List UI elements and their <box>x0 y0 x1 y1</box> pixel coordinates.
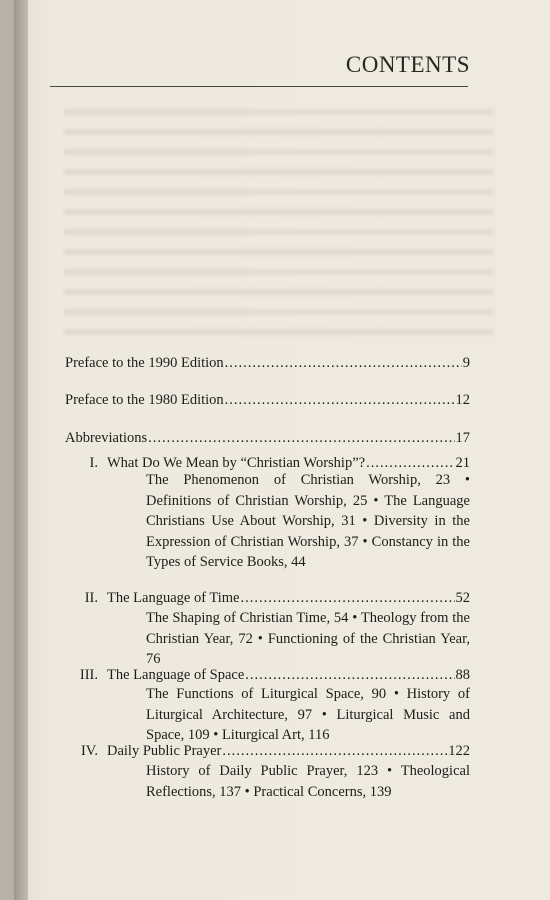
toc-entry-preface-1980 <box>65 390 470 410</box>
chapter-2-subsections: The Shaping of Christian Time, 54 • Theology from the Christian Year, 72 • Functioning of the Christian Year, 76 <box>146 610 470 667</box>
toc-chapter-3 <box>60 665 470 685</box>
chapter-title: What Do We Mean by “Christian Worship”? <box>107 455 366 471</box>
chapter-page: 52 <box>455 590 470 606</box>
chapter-1-subsections: The Phenomenon of Christian Worship, 23 • Definitions of Christian Worship, 25 • The Language Christians Use About Worship, 31 • Diversity in the Expression of Christian Worship, 37 • Constancy in the Types of Service Books, 44 <box>146 472 470 570</box>
toc-entry-label: Preface to the 1990 Edition <box>65 355 224 371</box>
chapter-page: 21 <box>455 455 470 471</box>
dot-leader <box>245 665 454 685</box>
dot-leader <box>222 741 447 761</box>
chapter-number: II. <box>84 590 98 606</box>
chapter-page: 122 <box>448 743 470 759</box>
chapter-title: The Language of Time <box>107 590 240 606</box>
toc-entry-abbreviations <box>65 428 470 448</box>
toc-chapter-2 <box>60 588 470 608</box>
toc-entry-preface-1990 <box>65 353 470 373</box>
toc-entry-page: 17 <box>455 430 470 446</box>
chapter-4-subsections: History of Daily Public Prayer, 123 • Theological Reflections, 137 • Practical Concerns, 139 <box>146 763 470 800</box>
chapter-number: III. <box>79 667 98 683</box>
dot-leader <box>148 428 454 448</box>
page-title: CONTENTS <box>345 52 470 77</box>
dot-leader <box>225 353 462 373</box>
dot-leader <box>241 588 455 608</box>
toc-entry-label: Preface to the 1980 Edition <box>65 392 224 408</box>
toc-chapter-4 <box>60 741 470 761</box>
dot-leader <box>225 390 455 410</box>
chapter-title: Daily Public Prayer <box>107 743 222 759</box>
toc-entry-label: Abbreviations <box>65 430 148 446</box>
chapter-page: 88 <box>455 667 470 683</box>
chapter-3-subsections: The Functions of Liturgical Space, 90 • History of Liturgical Architecture, 97 • Liturgical Music and Space, 109 • Liturgical Art, 116 <box>146 686 470 743</box>
chapter-title: The Language of Space <box>107 667 245 683</box>
toc-entry-page: 9 <box>462 355 470 371</box>
chapter-number: I. <box>89 455 98 471</box>
chapter-number: IV. <box>80 743 98 759</box>
toc-entry-page: 12 <box>455 392 470 408</box>
